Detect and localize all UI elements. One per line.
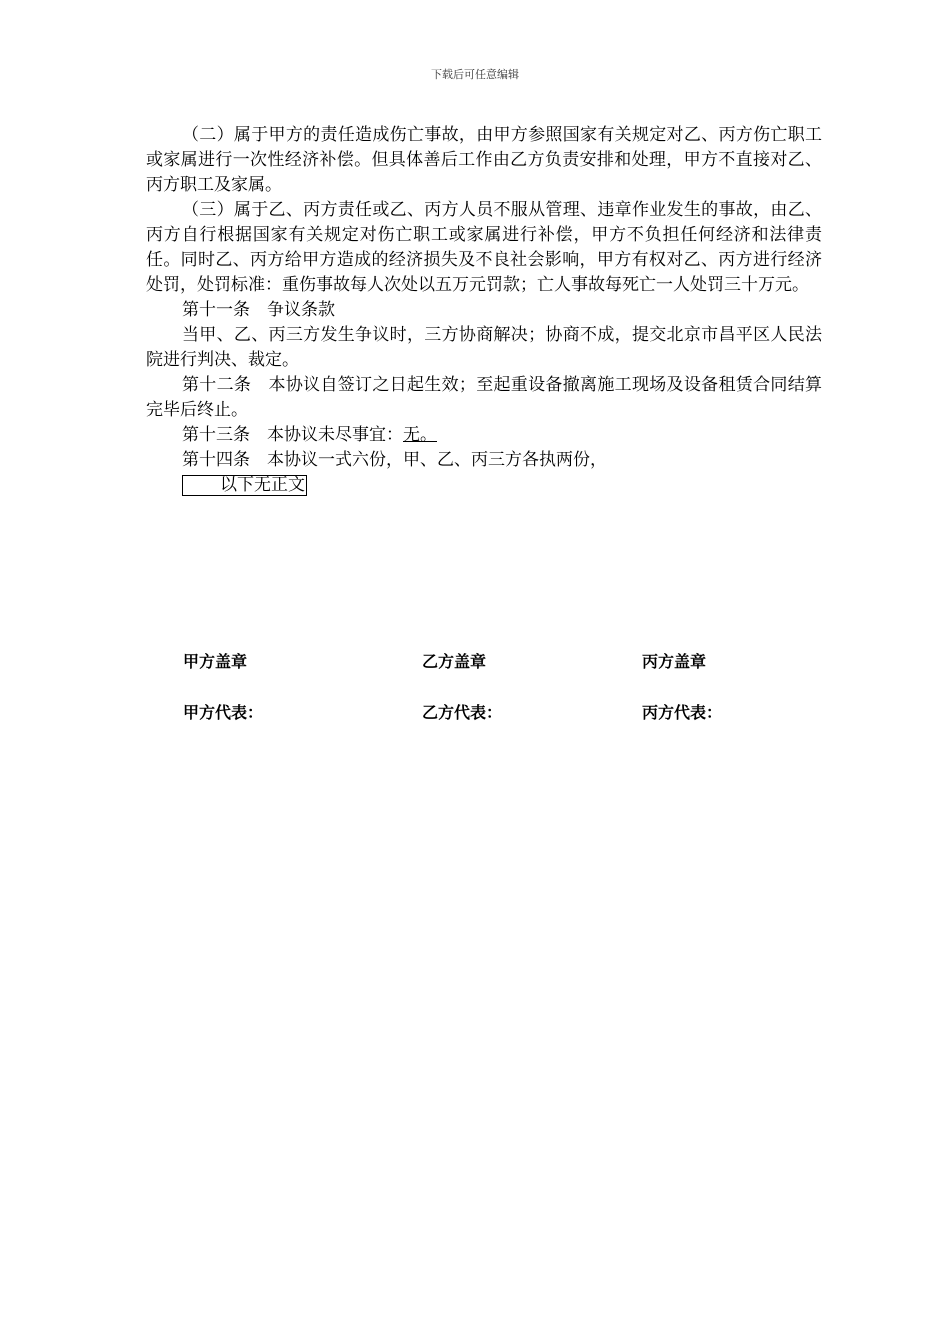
party-c-seal: 丙方盖章: [642, 652, 707, 671]
article-14: 第十四条 本协议一式六份，甲、乙、丙三方各执两份，: [182, 450, 607, 470]
party-b-seal: 乙方盖章: [422, 652, 487, 671]
article-13: [146, 423, 822, 448]
end-of-text-box: 以下无正文: [182, 475, 307, 496]
article-13-value: 无。: [403, 425, 437, 445]
article-11-body: 当甲、乙、丙三方发生争议时，三方协商解决；协商不成，提交北京市昌平区人民法院进行判决、裁定。: [146, 325, 822, 370]
article-13-text: 第十三条 本协议未尽事宜：: [182, 425, 403, 445]
page-header: 下载后可任意编辑: [431, 68, 519, 81]
party-b-representative: 乙方代表：: [422, 703, 503, 722]
party-a-representative: 甲方代表：: [183, 703, 264, 722]
party-a-seal: 甲方盖章: [183, 652, 248, 671]
party-c-representative: 丙方代表：: [642, 703, 723, 722]
article-11-title: 第十一条 争议条款: [182, 300, 335, 320]
end-of-text-line: [146, 473, 822, 498]
paragraph-clause-2: （二）属于甲方的责任造成伤亡事故，由甲方参照国家有关规定对乙、丙方伤亡职工或家属进行一次性经济补偿。但具体善后工作由乙方负责安排和处理，甲方不直接对乙、丙方职工及家属。: [146, 125, 822, 195]
document-body: [146, 123, 822, 498]
paragraph-clause-3: （三）属于乙、丙方责任或乙、丙方人员不服从管理、违章作业发生的事故，由乙、丙方自行根据国家有关规定对伤亡职工或家属进行补偿，甲方不负担任何经济和法律责任。同时乙、丙方给甲方造成的经济损失及不良社会影响，甲方有权对乙、丙方进行经济处罚，处罚标准：重伤事故每人次处以五万元罚款；亡人事故每死亡一人处罚三十万元。: [146, 200, 822, 295]
article-12: 第十二条 本协议自签订之日起生效；至起重设备撤离施工现场及设备租赁合同结算完毕后终止。: [146, 375, 822, 420]
